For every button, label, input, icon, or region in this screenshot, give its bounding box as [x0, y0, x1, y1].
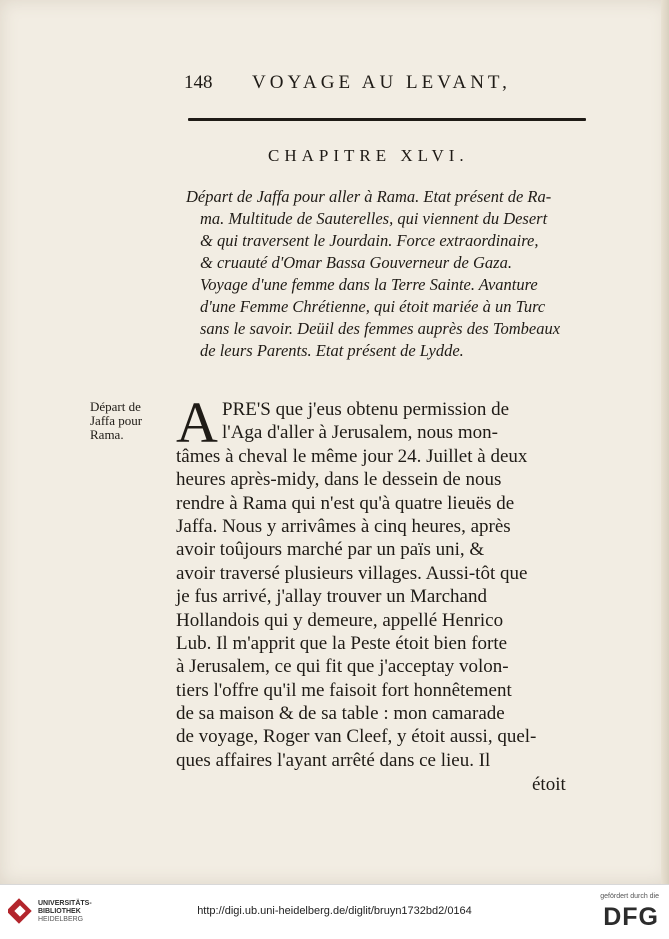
body-line: de voyage, Roger van Cleef, y étoit aussi, quel-: [176, 726, 537, 748]
body-line: rendre à Rama qui n'est qu'à quatre lieuës de: [176, 492, 515, 514]
margin-note: [90, 400, 170, 442]
summary-line: Voyage d'une femme dans la Terre Sainte. Avanture: [200, 275, 538, 294]
header-rule: [188, 118, 586, 121]
page-header: [184, 72, 594, 98]
catchword: étoit: [532, 774, 566, 795]
summary-line: de leurs Parents. Etat présent de Lydde.: [200, 341, 464, 360]
body-line: heures après-midy, dans le dessein de nous: [176, 469, 502, 491]
body-line: PRE'S que j'eus obtenu permission de: [222, 399, 510, 420]
margin-note-line: Départ de: [90, 399, 141, 414]
body-line: Hollandois qui y demeure, appellé Henrico: [176, 609, 504, 631]
running-title: VOYAGE AU LEVANT,: [252, 72, 511, 93]
page-edge: [661, 0, 669, 884]
chapter-summary: [186, 186, 596, 362]
summary-line: d'une Femme Chrétienne, qui étoit mariée à un Turc: [200, 297, 546, 316]
margin-note-line: Jaffa pour: [90, 413, 143, 428]
body-line: de sa maison & de sa table : mon camarade: [176, 703, 505, 725]
body-line: Lub. Il m'apprit que la Peste étoit bien forte: [176, 632, 508, 654]
body-line: tiers l'offre qu'il me faisoit fort honnêtement: [176, 679, 512, 701]
viewer-footer: [0, 884, 669, 939]
margin-note-line: Rama.: [90, 427, 124, 442]
drop-cap: A: [176, 390, 218, 455]
summary-line: Départ de Jaffa pour aller à Rama. Etat présent de Ra-: [186, 187, 552, 206]
chapter-title: CHAPITRE XLVI.: [268, 146, 469, 165]
body-line: Jaffa. Nous y arrivâmes à cinq heures, après: [176, 515, 511, 537]
permalink[interactable]: http://digi.ub.uni-heidelberg.de/diglit/bruyn1732bd2/0164: [197, 905, 472, 917]
funded-by-label: gefördert durch die: [600, 893, 659, 900]
body-line: l'Aga d'aller à Jerusalem, nous mon-: [222, 422, 498, 444]
body-line: je fus arrivé, j'allay trouver un Marchand: [176, 586, 487, 608]
summary-line: sans le savoir. Deüil des femmes auprès des Tombeaux: [200, 319, 561, 338]
body-line: tâmes à cheval le même jour 24. Juillet à deux: [176, 445, 528, 467]
body-line: ques affaires l'ayant arrêté dans ce lieu. Il: [176, 749, 491, 771]
summary-line: & qui traversent le Jourdain. Force extraordinaire,: [200, 231, 539, 250]
library-name-line: UNIVERSITÄTS-: [38, 900, 92, 907]
body-text: [176, 390, 586, 772]
summary-line: ma. Multitude de Sauterelles, qui viennent du Desert: [200, 209, 548, 228]
library-name-line: BIBLIOTHEK: [38, 908, 81, 915]
body-line: avoir toûjours marché par un païs uni, &: [176, 539, 485, 561]
dfg-logo: DFG: [603, 903, 659, 931]
library-name-line: HEIDELBERG: [38, 916, 84, 923]
summary-line: & cruauté d'Omar Bassa Gouverneur de Gaza.: [200, 253, 512, 272]
page-number: 148: [184, 72, 213, 93]
body-line: avoir traversé plusieurs villages. Aussi-tôt que: [176, 562, 528, 584]
body-line: à Jerusalem, ce qui fit que j'acceptay volon-: [176, 656, 509, 678]
